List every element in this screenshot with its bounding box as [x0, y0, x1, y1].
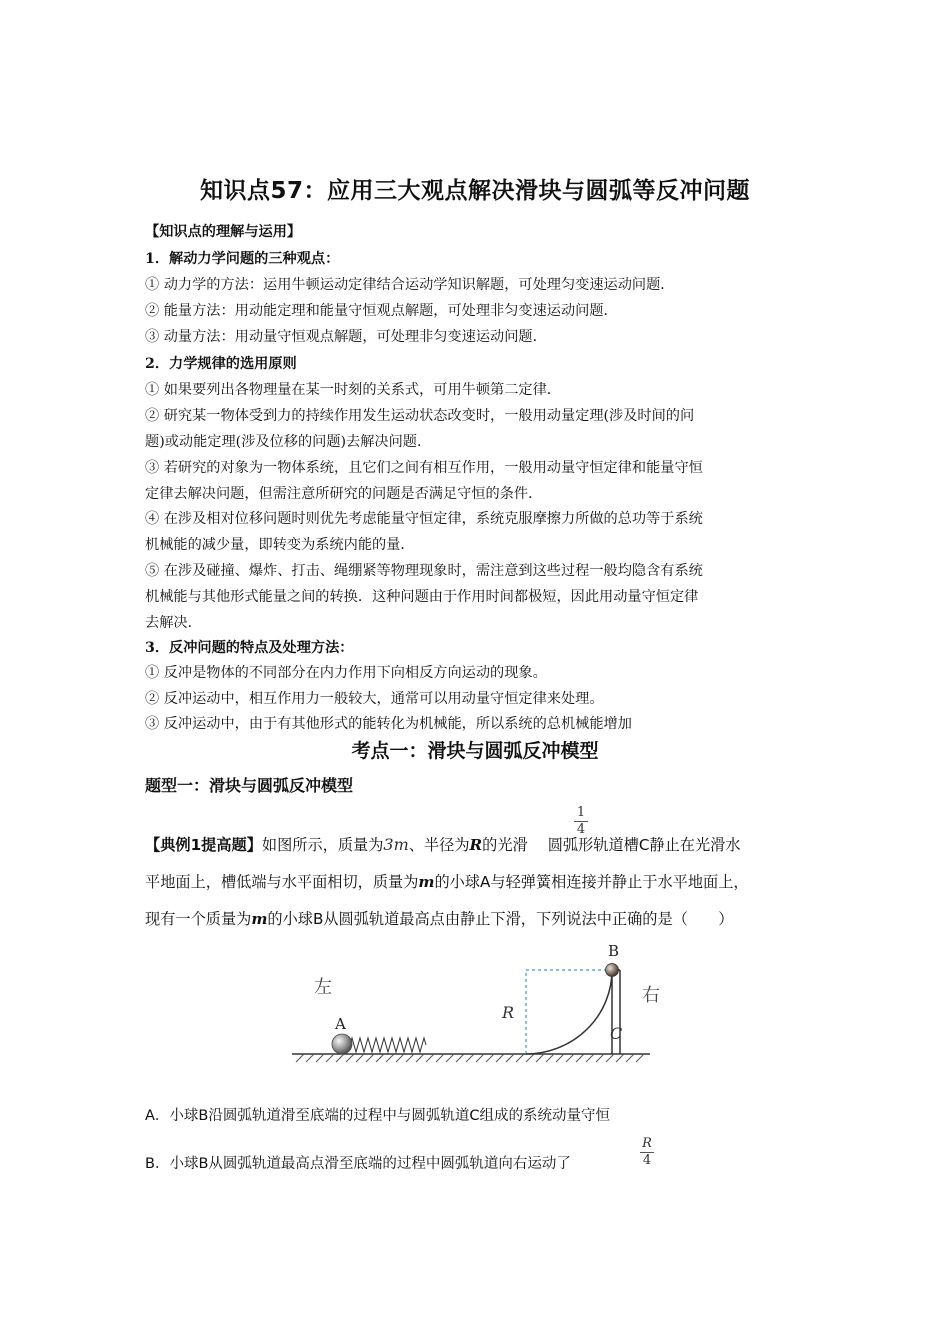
- text-line: ② 研究某一物体受到力的持续作用发生运动状态改变时，一般用动量定理(涉及时间的问: [145, 408, 695, 424]
- mass-symbol: m: [251, 910, 268, 928]
- page-title: 知识点57：应用三大观点解决滑块与圆弧等反冲问题: [199, 178, 750, 204]
- text-line: 题)或动能定理(涉及位移的问题)去解决问题．: [145, 434, 432, 450]
- example-text: 圆弧形轨道槽C静止在光滑水: [547, 836, 741, 854]
- example-text: 的光滑: [482, 836, 528, 854]
- example-text: 的小球B从圆弧轨道最高点由静止下滑，下列说法中正确的是（ ）: [267, 910, 734, 928]
- right-label: 右: [642, 985, 660, 1006]
- example-text: 平地面上，槽低端与水平面相切，质量为: [145, 873, 419, 891]
- text-line: 去解决．: [145, 615, 202, 631]
- text-line: 机械能与其他形式能量之间的转换．这种问题由于作用时间都极短，因此用动量守恒定律: [145, 589, 699, 605]
- example-line-3: [145, 908, 733, 929]
- text-line: ④ 在涉及相对位移问题时则优先考虑能量守恒定律，系统克服摩擦力所做的总功等于系统: [145, 511, 703, 527]
- kaodian-heading: 考点一：滑块与圆弧反冲模型: [351, 740, 599, 762]
- section-header: 【知识点的理解与运用】: [145, 224, 302, 240]
- text-line: ① 动力学的方法：运用牛顿运动定律结合运动学知识解题，可处理匀变速运动问题．: [145, 277, 675, 293]
- option-b: B．小球B从圆弧轨道最高点滑至底端的过程中圆弧轨道向右运动了: [145, 1156, 571, 1172]
- quarter-fraction: [574, 806, 588, 837]
- example-line-1: [145, 834, 741, 855]
- tixing-heading: 题型一：滑块与圆弧反冲模型: [145, 776, 354, 795]
- fraction-numerator: 1: [576, 805, 586, 820]
- example-text: 、半径为: [408, 836, 470, 854]
- option-a: A．小球B沿圆弧轨道滑至底端的过程中与圆弧轨道C组成的系统动量守恒: [145, 1108, 610, 1124]
- text-line: 2．力学规律的选用原则: [145, 356, 297, 372]
- text-line: ① 如果要列出各物理量在某一时刻的关系式，可用牛顿第二定律．: [145, 382, 561, 398]
- mass-expression: 3m: [383, 835, 409, 854]
- spring: [350, 1038, 426, 1052]
- ball-b-label: B: [608, 942, 620, 960]
- fraction-denominator: 4: [576, 822, 586, 837]
- text-line: ② 反冲运动中，相互作用力一般较大，通常可以用动量守恒定律来处理。: [145, 691, 604, 707]
- fraction-denominator: 4: [642, 1153, 652, 1168]
- radius-symbol: R: [469, 836, 483, 854]
- text-line: 机械能的减少量，即转变为系统内能的量．: [145, 537, 415, 553]
- track-label: C: [610, 1024, 623, 1043]
- example-text: 现有一个质量为: [145, 910, 252, 928]
- example-tag: 【典例1提高题】: [145, 836, 262, 854]
- text-line: 3．反冲问题的特点及处理方法：: [145, 640, 354, 656]
- mass-symbol: m: [418, 873, 435, 891]
- text-line: ① 反冲是物体的不同部分在内力作用下向相反方向运动的现象。: [145, 665, 547, 681]
- text-line: ③ 反冲运动中，由于有其他形式的能转化为机械能，所以系统的总机械能增加: [145, 716, 632, 732]
- ball-a: [332, 1034, 352, 1054]
- text-line: 定律去解决问题，但需注意所研究的问题是否满足守恒的条件．: [145, 486, 543, 502]
- radius-dashed-guide: [526, 970, 612, 1054]
- option-b-fraction: [640, 1137, 654, 1168]
- ball-b: [606, 964, 619, 977]
- left-label: 左: [314, 977, 332, 998]
- physics-figure: [280, 938, 660, 1073]
- example-text: 如图所示，质量为: [261, 836, 384, 854]
- track-c: [526, 970, 612, 1054]
- fraction-numerator: R: [642, 1136, 652, 1151]
- example-line-2: [145, 871, 749, 892]
- example-text: 的小球A与轻弹簧相连接并静止于水平地面上，: [434, 873, 749, 891]
- text-line: ② 能量方法：用动能定理和能量守恒观点解题，可处理非匀变速运动问题．: [145, 303, 618, 319]
- text-line: ③ 若研究的对象为一物体系统，且它们之间有相互作用，一般用动量守恒定律和能量守恒: [145, 460, 703, 476]
- radius-label: R: [502, 1003, 515, 1022]
- text-line: ③ 动量方法：用动量守恒观点解题，可处理非匀变速运动问题．: [145, 329, 547, 345]
- text-line: ⑤ 在涉及碰撞、爆炸、打击、绳绷紧等物理现象时，需注意到这些过程一般均隐含有系统: [145, 563, 703, 579]
- text-line: 1．解动力学问题的三种观点：: [145, 251, 340, 267]
- ground-hatching: [296, 1054, 644, 1062]
- ball-a-label: A: [335, 1015, 346, 1033]
